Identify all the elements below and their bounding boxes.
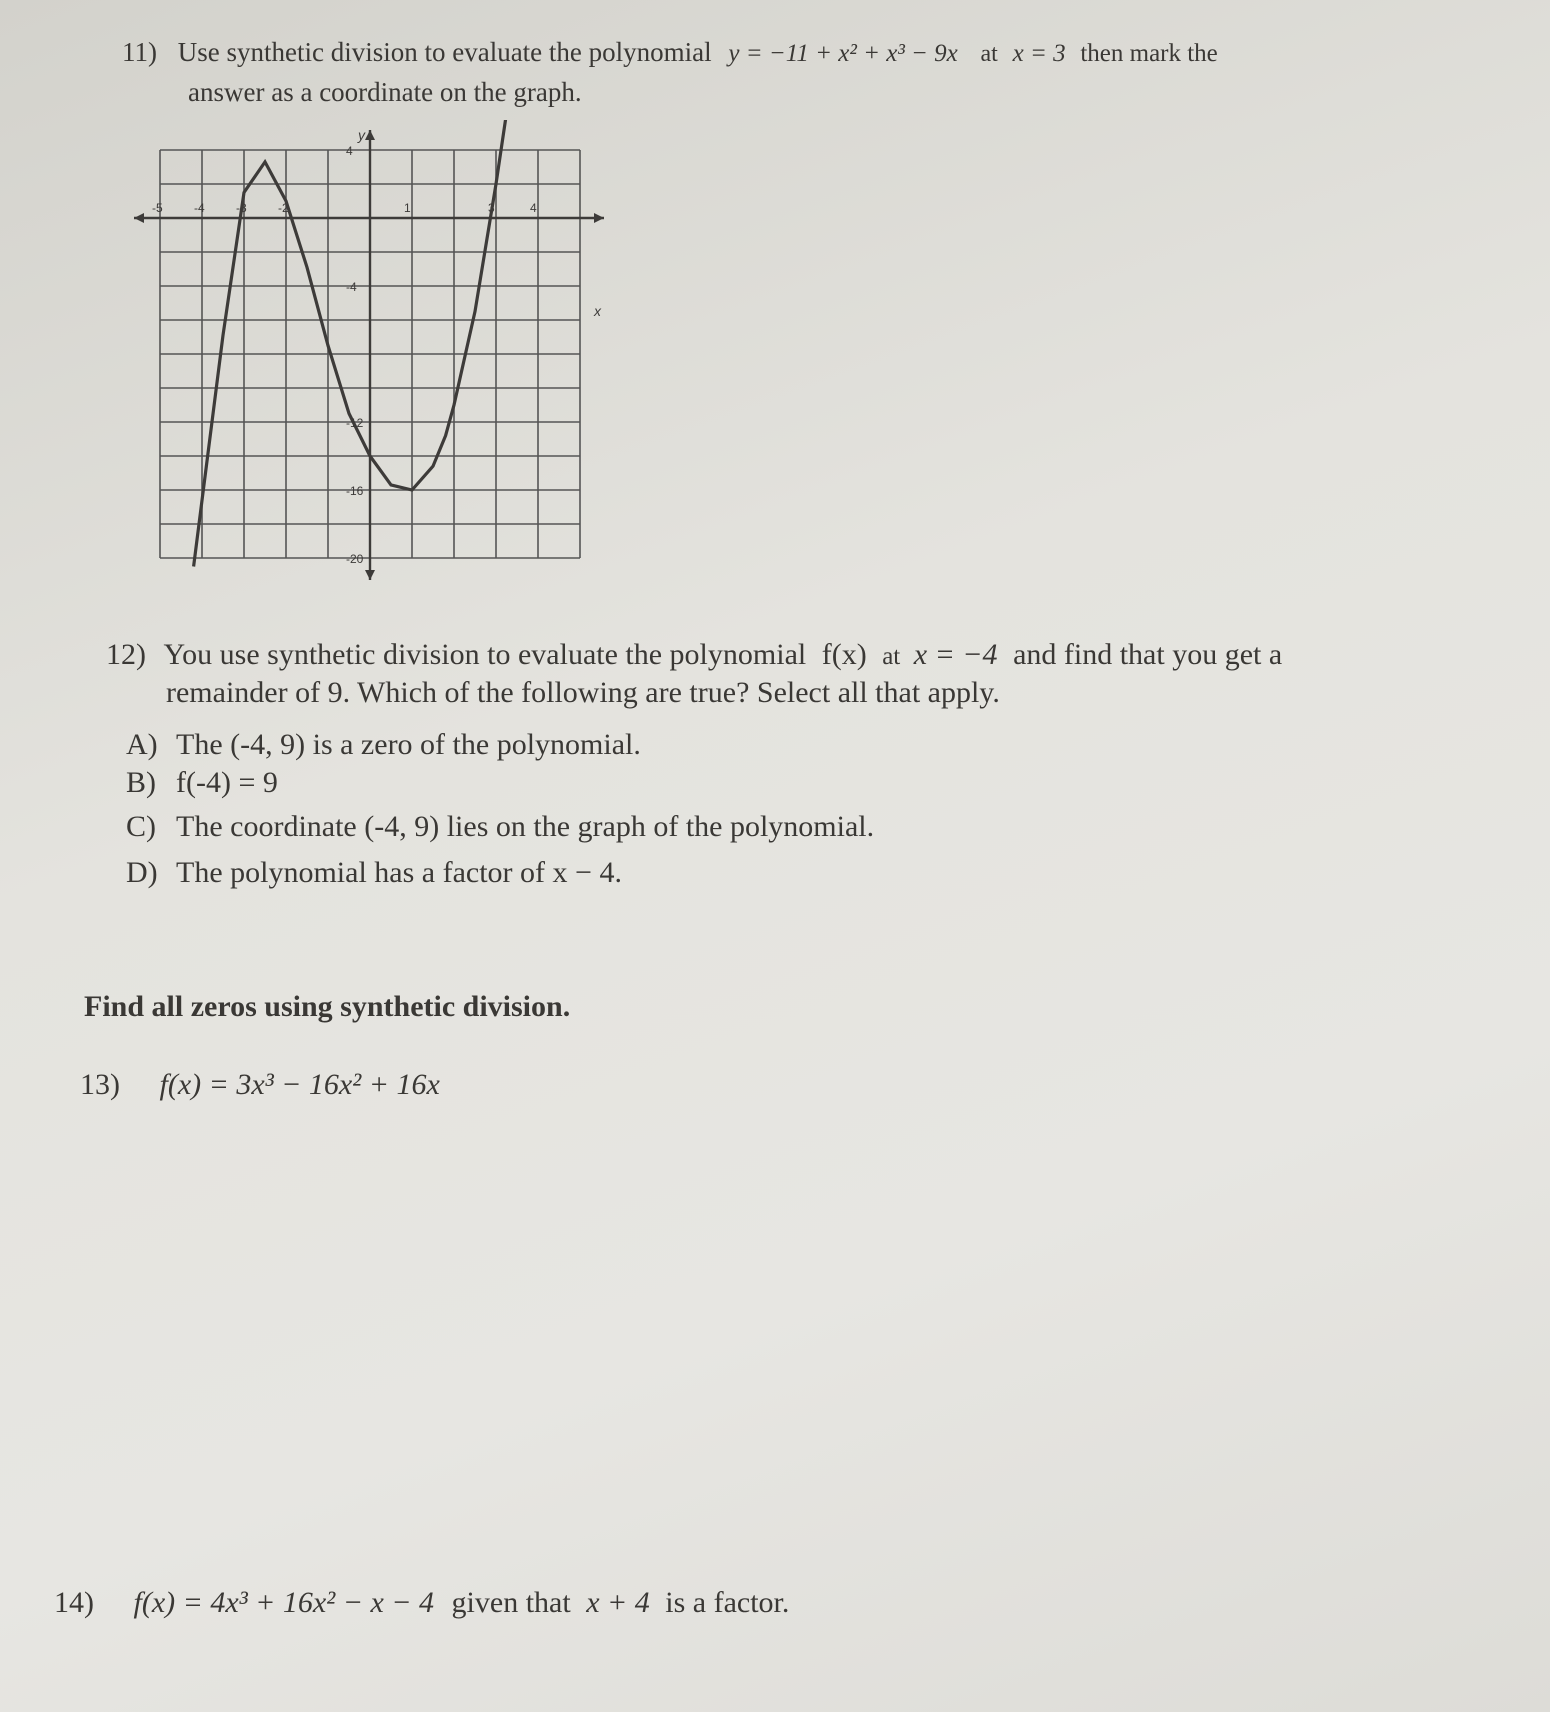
- q14-tail: is a factor.: [665, 1586, 790, 1619]
- q12-option-a: [126, 728, 641, 762]
- q14-text: given that: [451, 1586, 571, 1619]
- series-line: [194, 120, 509, 567]
- x-tick-label: -3: [236, 201, 247, 215]
- q12-line-1: [106, 638, 1282, 672]
- option-letter: A): [126, 728, 158, 761]
- q11-number: 11): [122, 37, 157, 67]
- option-text: The coordinate (-4, 9) lies on the graph of the polynomial.: [176, 810, 875, 843]
- option-text: The polynomial has a factor of x − 4.: [176, 856, 622, 889]
- q14-equation: f(x) = 4x³ + 16x² − x − 4: [133, 1586, 435, 1619]
- y-axis-arrow-down: [365, 570, 375, 580]
- section-heading: Find all zeros using synthetic division.: [84, 990, 571, 1023]
- x-tick-label: 3: [488, 201, 495, 215]
- q11-line-1: [122, 34, 1218, 72]
- graph-tick-labels: [152, 120, 537, 566]
- q11-text-a: Use synthetic division to evaluate the polynomial: [177, 37, 712, 67]
- y-tick-label: 4: [346, 144, 353, 158]
- y-tick-label: -20: [346, 552, 364, 566]
- x-axis-label: x: [594, 303, 601, 319]
- q12-text-c: remainder of 9. Which of the following are true? Select all that apply.: [166, 676, 1000, 709]
- q13-equation: f(x) = 3x³ − 16x² + 16x: [159, 1068, 440, 1101]
- q13-number: 13): [80, 1068, 120, 1101]
- question-14: [54, 1586, 789, 1620]
- q12-option-c: [126, 810, 874, 844]
- q11-at: at: [980, 41, 998, 67]
- x-tick-label: -5: [152, 201, 163, 215]
- q14-number: 14): [54, 1586, 94, 1619]
- x-tick-label: 1: [404, 201, 411, 215]
- q11-text-c: answer as a coordinate on the graph.: [188, 77, 582, 107]
- y-tick-label: -16: [346, 484, 364, 498]
- x-axis-arrow-right: [594, 213, 604, 223]
- q12-option-b: [126, 766, 278, 800]
- q14-factor: x + 4: [586, 1586, 650, 1619]
- q12-x-value: x = −4: [913, 638, 998, 671]
- y-axis-arrow-up: [365, 130, 375, 140]
- q11-x-value: x = 3: [1012, 40, 1066, 67]
- x-tick-label: 4: [530, 201, 537, 215]
- x-tick-label: -4: [194, 201, 205, 215]
- x-tick-label: -2: [278, 201, 289, 215]
- option-text: f(-4) = 9: [176, 766, 278, 799]
- option-letter: C): [126, 810, 156, 843]
- y-tick-label: -4: [346, 280, 357, 294]
- polynomial-graph: [120, 120, 620, 590]
- q12-text-a: You use synthetic division to evaluate the polynomial: [163, 638, 807, 671]
- q12-at: at: [882, 643, 901, 670]
- option-text: The (-4, 9) is a zero of the polynomial.: [176, 728, 641, 761]
- q11-text-b: then mark the: [1080, 40, 1218, 67]
- q12-text-b: and find that you get a: [1013, 638, 1283, 671]
- y-tick-label: -12: [346, 416, 364, 430]
- x-axis-arrow-left: [134, 213, 144, 223]
- graph-axes: [134, 130, 604, 580]
- option-letter: D): [126, 856, 158, 889]
- q12-number: 12): [106, 638, 146, 671]
- q11-polynomial: y = −11 + x² + x³ − 9x: [728, 40, 958, 67]
- q12-option-d: [126, 856, 622, 890]
- question-13: [80, 1068, 440, 1102]
- q12-fx: f(x): [821, 638, 867, 671]
- option-letter: B): [126, 766, 156, 799]
- y-axis-label: y: [358, 127, 365, 143]
